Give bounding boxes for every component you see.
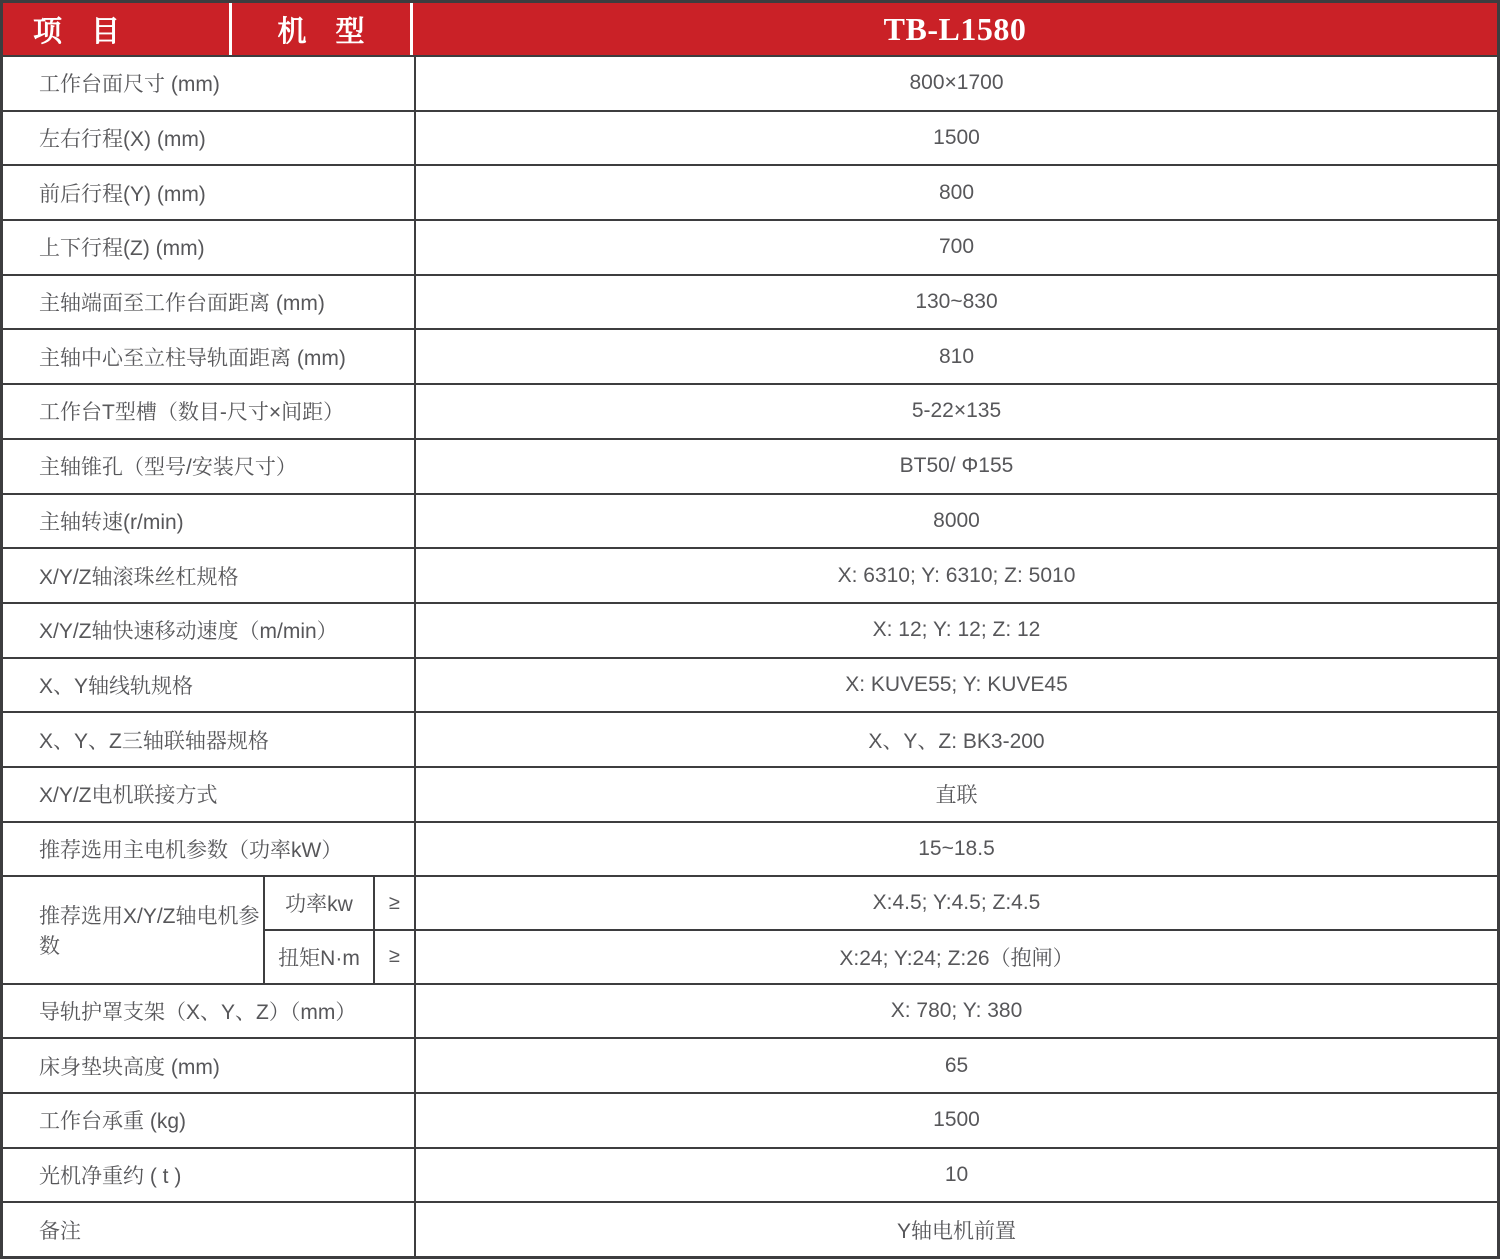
table-row: [3, 602, 1497, 657]
table-row: [3, 438, 1497, 493]
spec-value: Y轴电机前置: [896, 1219, 1016, 1243]
motor-params-subgrid: [265, 877, 1497, 982]
spec-value: 15~18.5: [918, 836, 995, 860]
header-model-value: TB-L1580: [883, 10, 1027, 47]
table-row: [3, 164, 1497, 219]
spec-value: X: 12; Y: 12; Z: 12: [872, 618, 1041, 642]
table-row: [3, 1092, 1497, 1147]
spec-value: 直联: [935, 784, 978, 808]
table-body: [3, 57, 1497, 1256]
table-row: [3, 110, 1497, 165]
spec-label: 主轴中心至立柱导轨面距离 (mm): [3, 330, 416, 383]
table-row: [3, 766, 1497, 821]
sub-param-label: 扭矩N·m: [265, 931, 375, 983]
table-row: [3, 1147, 1497, 1202]
spec-value: X:24; Y:24; Z:26（抱闸）: [839, 946, 1074, 970]
spec-label: X、Y、Z三轴联轴器规格: [3, 713, 416, 766]
spec-label: X/Y/Z轴快速移动速度（m/min）: [3, 604, 416, 657]
spec-label: X、Y轴线轨规格: [3, 659, 416, 712]
spec-label: 上下行程(Z) (mm): [3, 221, 416, 274]
spec-value: 800: [938, 180, 975, 204]
table-row: [3, 547, 1497, 602]
spec-label: 工作台T型槽（数目-尺寸×间距）: [3, 385, 416, 438]
spec-value: 700: [938, 235, 975, 259]
table-row-motor-params: [3, 875, 1497, 982]
table-row: [3, 711, 1497, 766]
spec-value: X: KUVE55; Y: KUVE45: [845, 672, 1068, 696]
table-row: [3, 1201, 1497, 1256]
spec-value: X、Y、Z: BK3-200: [868, 729, 1045, 753]
spec-label: 主轴锥孔（型号/安装尺寸）: [3, 440, 416, 493]
table-row: [3, 983, 1497, 1038]
spec-value: X: 780; Y: 380: [890, 999, 1023, 1023]
spec-label: X/Y/Z电机联接方式: [3, 768, 416, 821]
spec-label: 床身垫块高度 (mm): [3, 1039, 416, 1092]
spec-label: 推荐选用X/Y/Z轴电机参数: [3, 877, 265, 982]
spec-label: 主轴转速(r/min): [3, 495, 416, 548]
spec-value: 800×1700: [909, 71, 1004, 95]
spec-label: 工作台承重 (kg): [3, 1094, 416, 1147]
spec-label: 备注: [3, 1203, 416, 1256]
spec-label: 光机净重约 ( t ): [3, 1149, 416, 1202]
header-model-cell: 机 型: [232, 3, 413, 55]
spec-label: 前后行程(Y) (mm): [3, 166, 416, 219]
spec-label: 工作台面尺寸 (mm): [3, 57, 416, 110]
spec-value: 1500: [933, 1108, 980, 1132]
table-row: [3, 821, 1497, 876]
table-row: [3, 57, 1497, 110]
motor-sub-row-power: [265, 877, 1497, 929]
spec-value: 1500: [933, 126, 980, 150]
gte-symbol: ≥: [375, 877, 416, 929]
spec-value: 5-22×135: [911, 399, 1002, 423]
gte-symbol: ≥: [375, 931, 416, 983]
spec-label: 左右行程(X) (mm): [3, 112, 416, 165]
table-row: [3, 1037, 1497, 1092]
table-row: [3, 383, 1497, 438]
spec-value: BT50/ Φ155: [899, 454, 1014, 478]
table-row: [3, 493, 1497, 548]
sub-param-label: 功率kw: [265, 877, 375, 929]
spec-label: 推荐选用主电机参数（功率kW）: [3, 823, 416, 876]
table-row: [3, 328, 1497, 383]
spec-value: 130~830: [915, 290, 998, 314]
table-row: [3, 219, 1497, 274]
spec-value: X:4.5; Y:4.5; Z:4.5: [872, 891, 1041, 915]
motor-sub-row-torque: [265, 929, 1497, 983]
spec-label: 导轨护罩支架（X、Y、Z）（mm）: [3, 985, 416, 1038]
spec-value: 10: [944, 1163, 969, 1187]
spec-value: X: 6310; Y: 6310; Z: 5010: [837, 563, 1076, 587]
spec-label: 主轴端面至工作台面距离 (mm): [3, 276, 416, 329]
spec-label: X/Y/Z轴滚珠丝杠规格: [3, 549, 416, 602]
header-item-cell: 项 目: [3, 3, 232, 55]
table-row: [3, 274, 1497, 329]
spec-value: 810: [938, 344, 975, 368]
spec-value: 65: [944, 1053, 969, 1077]
table-header: [3, 3, 1497, 57]
spec-value: 8000: [933, 508, 980, 532]
table-row: [3, 657, 1497, 712]
